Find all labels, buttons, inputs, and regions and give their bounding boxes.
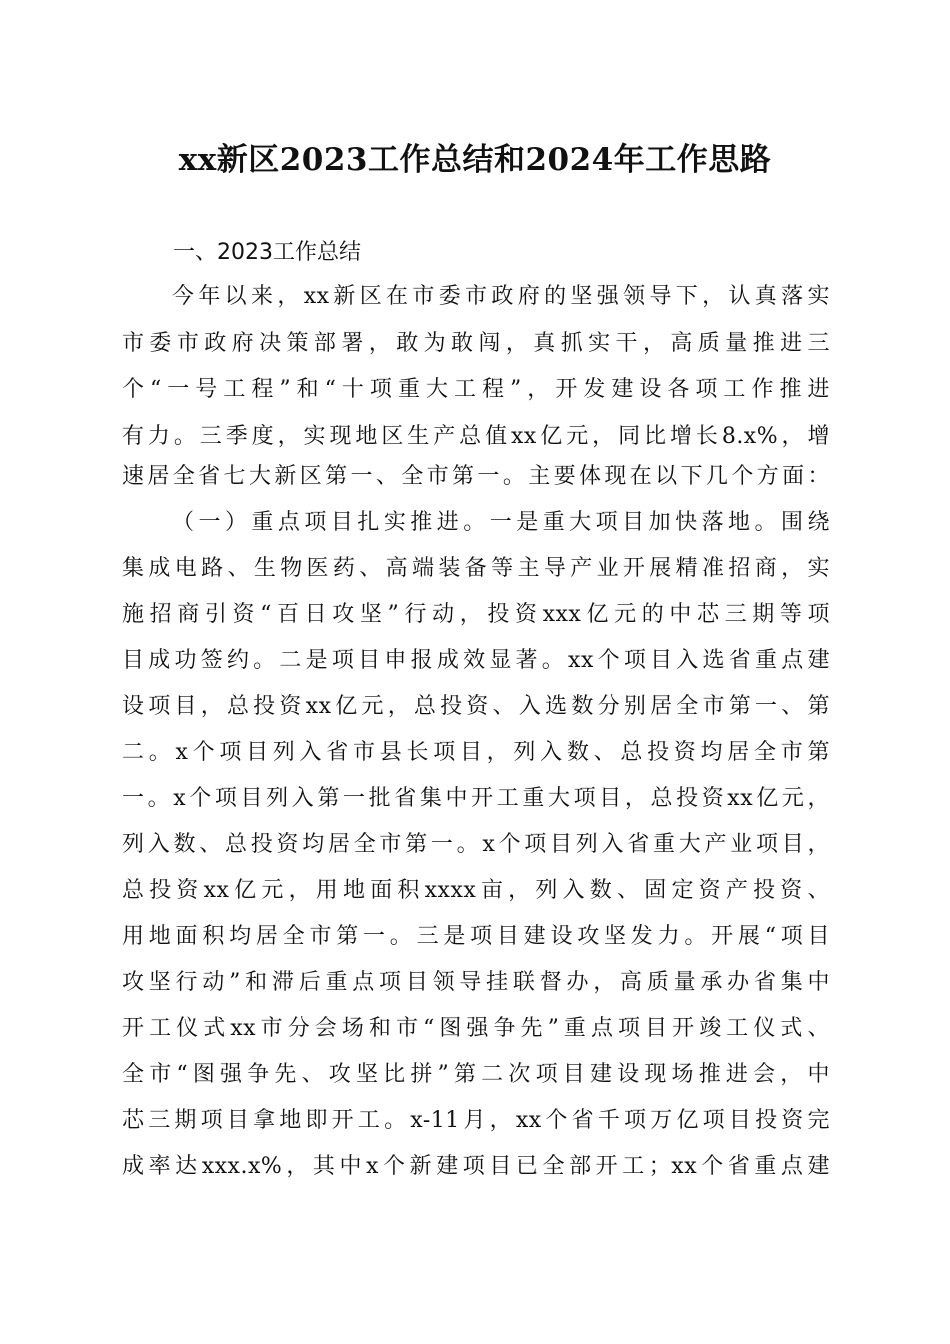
paragraph-2-line: （一）重点项目扎实推进。一是重大项目加快落地。围绕 bbox=[172, 510, 830, 535]
paragraph-1-line: 有力。三季度，实现地区生产总值xx亿元，同比增长8.x%，增 bbox=[122, 424, 830, 449]
paragraph-2-line: 列入数、总投资均居全市第一。x个项目列入省重大产业项目， bbox=[122, 832, 830, 857]
paragraph-2-line: 二。x个项目列入省市县长项目，列入数、总投资均居全市第 bbox=[122, 740, 830, 765]
paragraph-1-line: 个“一号工程”和“十项重大工程”，开发建设各项工作推进 bbox=[122, 377, 830, 402]
paragraph-1-line: 市委市政府决策部署，敢为敢闯，真抓实干，高质量推进三 bbox=[122, 331, 830, 356]
paragraph-2-line: 目成功签约。二是项目申报成效显著。xx个项目入选省重点建 bbox=[122, 648, 830, 673]
paragraph-2-line: 用地面积均居全市第一。三是项目建设攻坚发力。开展“项目 bbox=[122, 924, 830, 949]
paragraph-2-line: 一。x个项目列入第一批省集中开工重大项目，总投资xx亿元， bbox=[122, 786, 830, 811]
paragraph-2-line: 开工仪式xx市分会场和市“图强争先”重点项目开竣工仪式、 bbox=[122, 1016, 830, 1041]
paragraph-2-line: 芯三期项目拿地即开工。x-11月，xx个省千项万亿项目投资完 bbox=[122, 1108, 830, 1133]
paragraph-1-line: 今年以来，xx新区在市委市政府的坚强领导下，认真落实 bbox=[172, 284, 830, 309]
paragraph-2-line: 集成电路、生物医药、高端装备等主导产业开展精准招商，实 bbox=[122, 556, 830, 581]
paragraph-2-line: 施招商引资“百日攻坚”行动，投资xxx亿元的中芯三期等项 bbox=[122, 602, 830, 627]
paragraph-2-line: 设项目，总投资xx亿元，总投资、入选数分别居全市第一、第 bbox=[122, 694, 830, 719]
paragraph-1-line: 速居全省七大新区第一、全市第一。主要体现在以下几个方面： bbox=[122, 464, 830, 489]
section-heading: 一、2023工作总结 bbox=[173, 240, 361, 265]
paragraph-2-line: 攻坚行动”和滞后重点项目领导挂联督办，高质量承办省集中 bbox=[122, 970, 830, 995]
paragraph-2-line: 全市“图强争先、攻坚比拼”第二次项目建设现场推进会，中 bbox=[122, 1062, 830, 1087]
paragraph-2-line: 成率达xxx.x%，其中x个新建项目已全部开工；xx个省重点建 bbox=[122, 1154, 830, 1179]
paragraph-2-line: 总投资xx亿元，用地面积xxxx亩，列入数、固定资产投资、 bbox=[122, 878, 830, 903]
document-title: xx新区2023工作总结和2024年工作思路 bbox=[178, 142, 772, 178]
